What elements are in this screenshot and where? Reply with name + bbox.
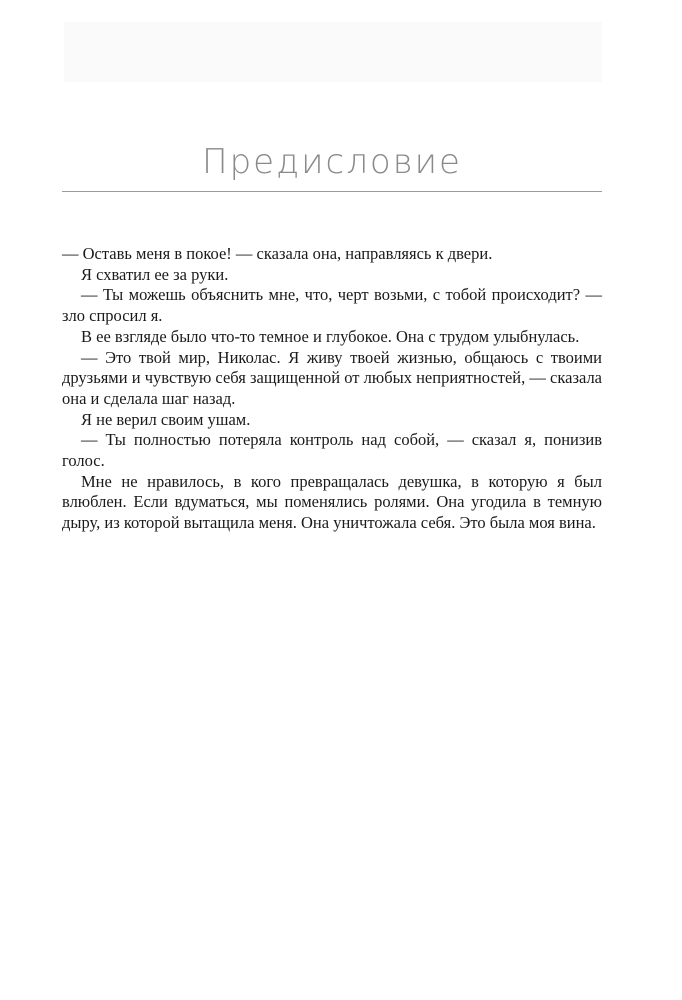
- paragraph: В ее взгляде было что-то темное и глубокое. Она с трудом улыбнулась.: [81, 326, 580, 346]
- paragraph: — Ты можешь объяснить мне, что, черт возьми, с тобой происходит? — зло спросил я.: [62, 285, 602, 326]
- paragraph: — Это твой мир, Николас. Я живу твоей жизнью, общаюсь с твоими друзьями и чувствую себя защищенной от любых неприятностей, — сказала она и сделала шаг назад.: [62, 347, 602, 408]
- chapter-body: [62, 244, 602, 534]
- running-header-band: [64, 22, 602, 82]
- paragraph: Я не верил своим ушам.: [81, 409, 251, 429]
- paragraph: Мне не нравилось, в кого превращалась девушка, в которую я был влюблен. Если вдуматься, мы поменялись ролями. Она угодила в темную дыру, из которой вытащила меня. Она уничтожала себя. Это была моя вина.: [62, 471, 602, 533]
- paragraph: — Ты полностью потеряла контроль над собой, — сказал я, понизив голос.: [62, 430, 602, 471]
- paragraph: Я схватил ее за руки.: [81, 264, 229, 284]
- paragraph: — Оставь меня в покое! — сказала она, направляясь к двери.: [62, 244, 493, 263]
- chapter-title: Предисловие: [202, 142, 462, 182]
- title-divider: [62, 191, 602, 192]
